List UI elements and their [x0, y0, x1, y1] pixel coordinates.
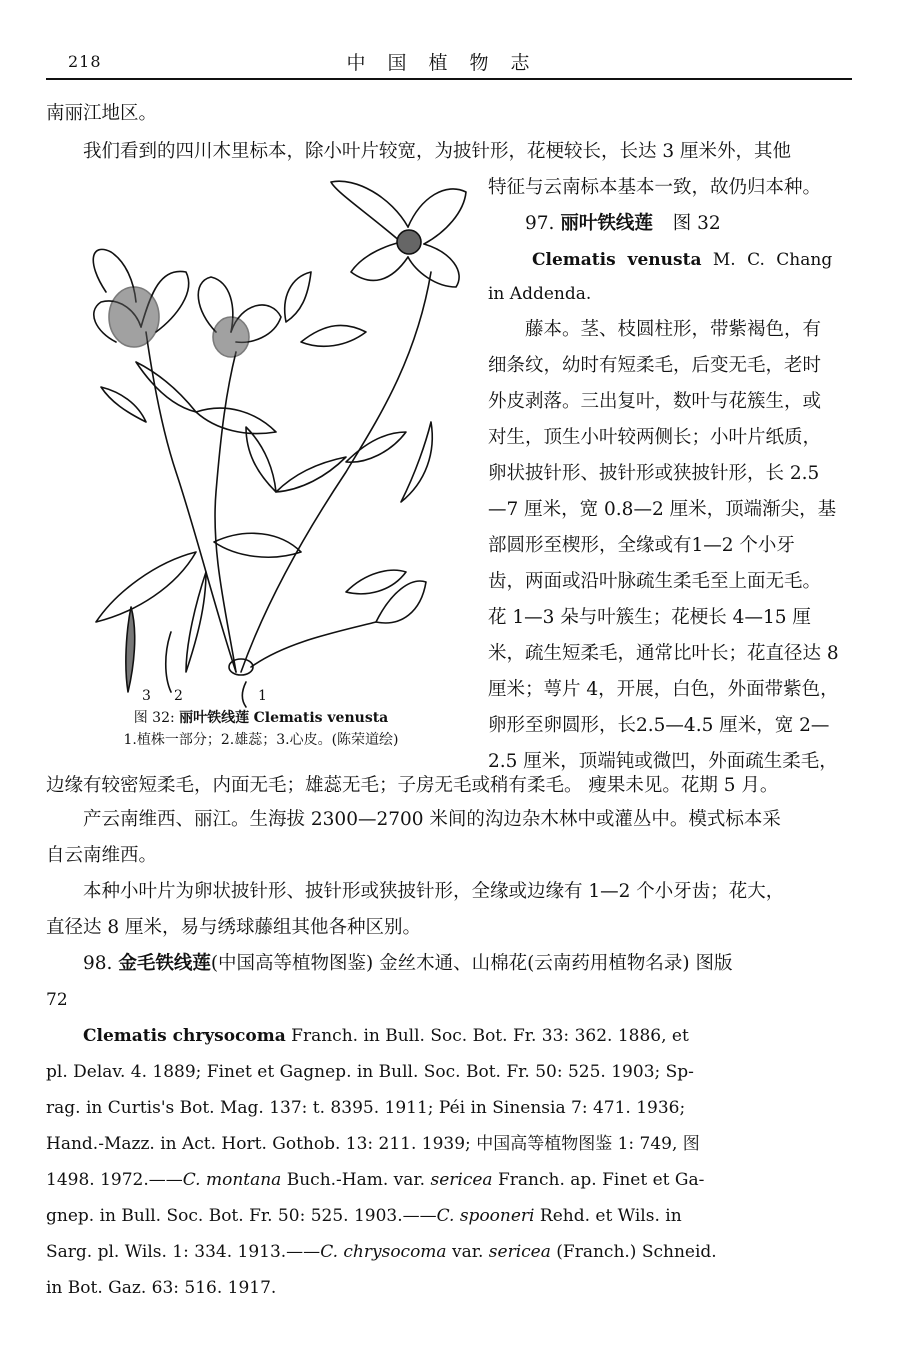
biblio-4: 1498. 1972.——C. montana Buch.-Ham. var. sericea Franch. ap. Finet et Ga-: [46, 1170, 705, 1190]
page-number: 218: [68, 52, 102, 71]
species-97-name: 丽叶铁线莲: [560, 213, 653, 234]
intro-line-2: 我们看到的四川木里标本，除小叶片较宽，为披针形，花梗较长，长达 3 厘米外，其他: [83, 141, 792, 162]
note-2: 直径达 8 厘米，易与绣球藤组其他各种区别。: [46, 917, 422, 938]
figure-caption: [46, 707, 476, 751]
biblio-5: gnep. in Bull. Soc. Bot. Fr. 50: 525. 1903.——C. spooneri Rehd. et Wils. in: [46, 1206, 682, 1226]
book-title: 中国植物志: [346, 52, 552, 74]
stem-left: [146, 332, 236, 672]
desc-right-7: 齿，两面或沿叶脉疏生柔毛至上面无毛。: [488, 571, 822, 592]
caption-latin: Clematis venusta: [253, 710, 389, 726]
intro-line-1: 南丽江地区。: [46, 103, 158, 124]
caption-prefix: 图 32:: [133, 710, 175, 726]
desc-right-1: 细条纹，幼时有短柔毛，后变无毛，老时: [488, 355, 822, 376]
biblio-1: pl. Delav. 4. 1889; Finet et Gagnep. in Bull. Soc. Bot. Fr. 50: 525. 1903; Sp-: [46, 1062, 694, 1082]
biblio-3: Hand.-Mazz. in Act. Hort. Gothob. 13: 211. 1939; 中国高等植物图鉴 1: 749, 图: [46, 1134, 700, 1154]
stem-lower: [251, 622, 376, 667]
pointer-1: [242, 682, 246, 707]
species-97-latin-line2: in Addenda.: [488, 284, 592, 304]
header-rule: [46, 78, 852, 80]
flower-top-right: [331, 181, 466, 287]
desc-right-11: 卵形至卵圆形，长2.5—4.5 厘米，宽 2—: [488, 715, 830, 736]
desc-right-10: 厘米；萼片 4，开展，白色，外面带紫色，: [488, 679, 839, 700]
desc-full: 边缘有较密短柔毛，内面无毛；雄蕊无毛；子房无毛或稍有柔毛。 瘦果未见。花期 5 月。: [46, 775, 779, 796]
caption-line-1: [46, 707, 476, 729]
desc-right-4: 卵状披针形、披针形或狭披针形，长 2.5: [488, 463, 820, 484]
species-97-heading: [525, 206, 855, 242]
desc-right-5: —7 厘米，宽 0.8—2 厘米，顶端渐尖，基: [488, 499, 837, 520]
note-1: 本种小叶片为卵状披针形、披针形或狭披针形，全缘或边缘有 1—2 个小牙齿；花大，: [83, 881, 785, 902]
species-98-rest: (中国高等植物图鉴) 金丝木通、山棉花(云南药用植物名录) 图版: [210, 953, 733, 974]
desc-right-2: 外皮剥落。三出复叶，数叶与花簇生，或: [488, 391, 822, 412]
page-header: [46, 48, 852, 78]
figure-label-2: 2: [174, 688, 183, 704]
biblio-2: rag. in Curtis's Bot. Mag. 137: t. 8395. 1911; Péi in Sinensia 7: 471. 1936;: [46, 1098, 686, 1118]
species-97-latin-name: Clematis venusta: [532, 250, 702, 270]
species-98-name: 金毛铁线莲: [118, 953, 211, 974]
species-98-heading: [46, 946, 852, 982]
species-97-author: M. C. Chang: [712, 250, 833, 270]
stamen-drawing: [166, 632, 171, 692]
intro-line-3: 特征与云南标本基本一致，故仍归本种。: [488, 177, 822, 198]
biblio-7: in Bot. Gaz. 63: 516. 1917.: [46, 1278, 277, 1298]
species-98-heading-line2: 72: [46, 990, 68, 1010]
carpel-drawing: [126, 607, 135, 692]
species-98-number: 98.: [83, 953, 113, 974]
desc-right-8: 花 1—3 朵与叶簇生；花梗长 4—15 厘: [488, 607, 811, 628]
desc-right-3: 对生，顶生小叶较两侧长；小叶片纸质，: [488, 427, 822, 448]
biblio-6: Sarg. pl. Wils. 1: 334. 1913.——C. chrysocoma var. sericea (Franch.) Schneid.: [46, 1242, 717, 1262]
species-97-number: 97.: [525, 213, 555, 234]
distribution-1: 产云南维西、丽江。生海拔 2300—2700 米间的沟边杂木林中或灌丛中。模式标本采: [83, 809, 781, 830]
botanical-illustration: [46, 172, 476, 712]
figure-label-3: 3: [142, 688, 151, 704]
caption-line-2: 1.植株一部分；2.雄蕊；3.心皮。(陈荣道绘): [123, 732, 399, 748]
distribution-2: 自云南维西。: [46, 845, 158, 866]
desc-right-9: 米，疏生短柔毛，通常比叶长；花直径达 8: [488, 643, 839, 664]
biblio-0: Clematis chrysocoma Franch. in Bull. Soc. Bot. Fr. 33: 362. 1886, et: [83, 1026, 689, 1046]
desc-right-6: 部圆形至楔形，全缘或有1—2 个小牙: [488, 535, 795, 556]
stem-mid: [215, 352, 236, 672]
figure-label-1: 1: [258, 688, 267, 704]
desc-right-0: 藤本。茎、枝圆柱形，带紫褐色，有: [525, 319, 822, 340]
species-97-latin: [532, 242, 852, 278]
desc-right-12: 2.5 厘米，顶端钝或微凹，外面疏生柔毛，: [488, 751, 838, 772]
caption-name: 丽叶铁线莲: [179, 710, 250, 726]
flower-left: [93, 249, 188, 347]
flower-mid: [198, 277, 281, 357]
species-97-figure-ref: 图 32: [672, 213, 721, 234]
